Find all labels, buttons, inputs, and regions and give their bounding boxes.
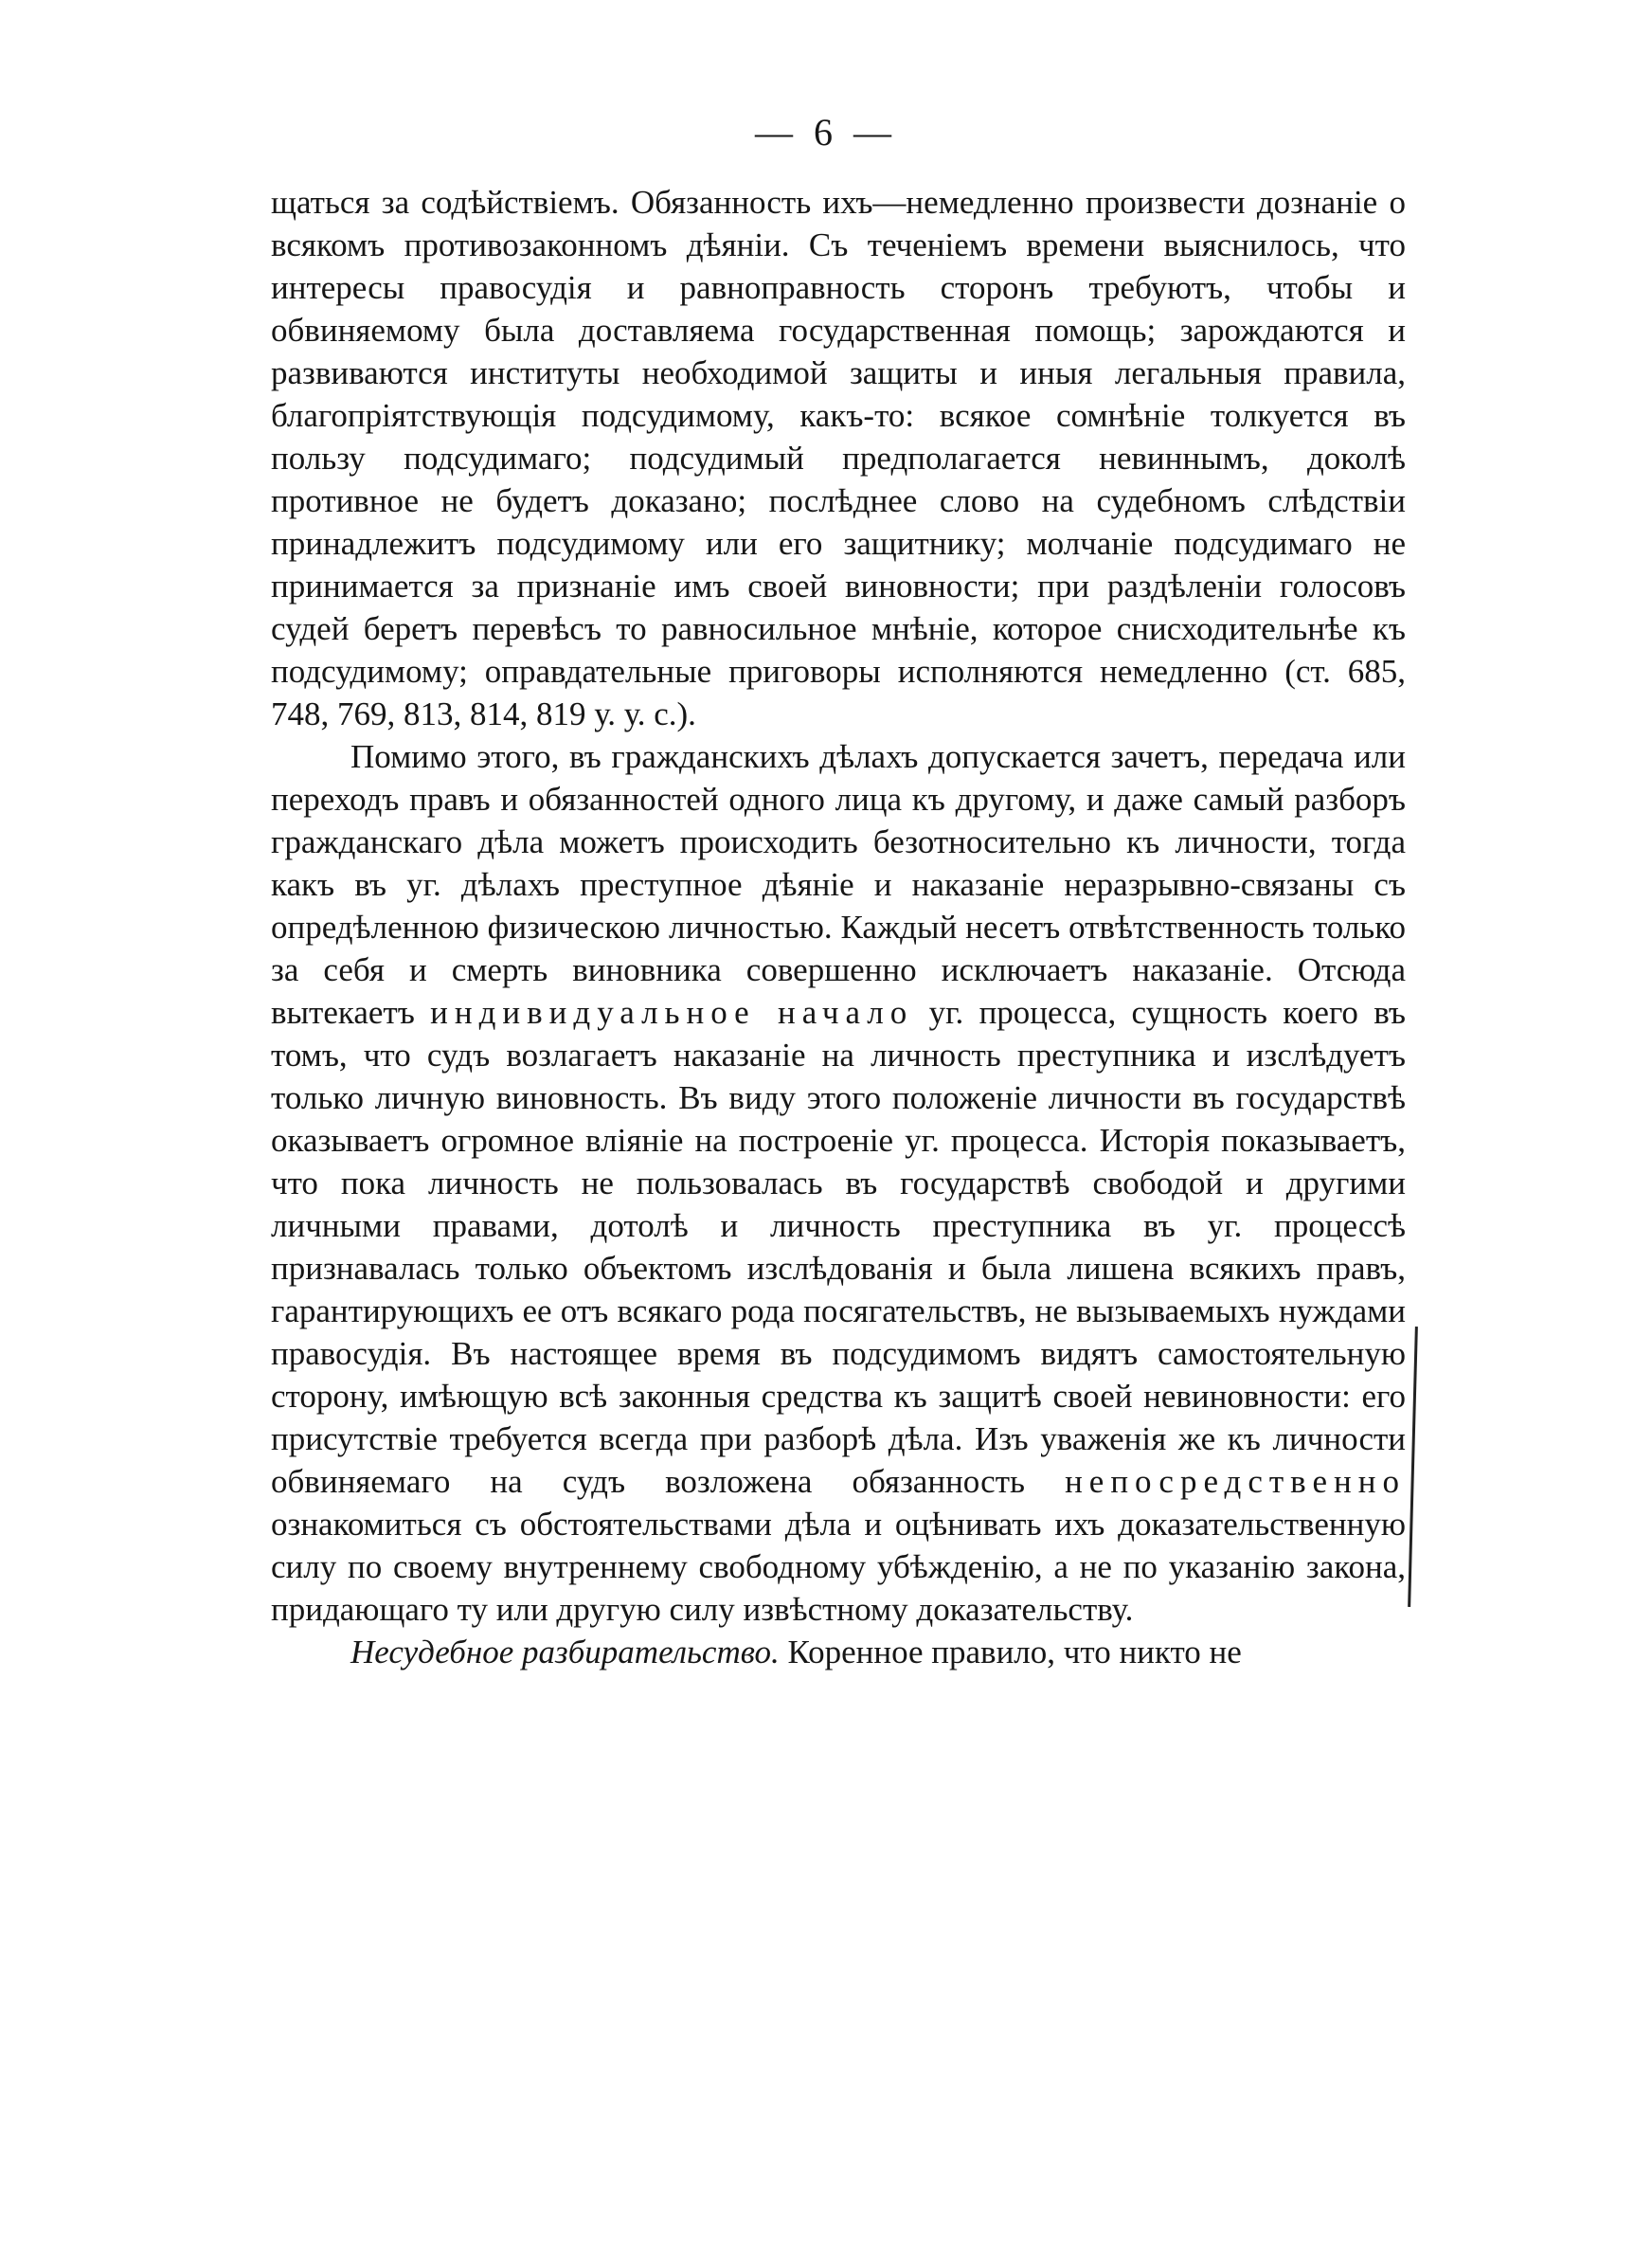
- paragraph-3-text: Коренное правило, что никто не: [787, 1634, 1242, 1670]
- paragraph-2: [271, 735, 1406, 1631]
- paragraph-3: [271, 1631, 1406, 1673]
- paragraph-2-part-1: Помимо этого, въ гражданскихъ дѣлахъ допускается зачетъ, передача или переходъ правъ и обязанностей одного лица къ другому, и даже самый разборъ гражданскаго дѣла можетъ происходить безотносительно къ личности, тогда какъ въ уг. дѣлахъ преступное дѣяніе и наказаніе неразрывно-связаны съ опредѣленною физическою личностью. Каждый несетъ отвѣтственность только за себя и смерть виновника совершенно исключаетъ наказаніе. Отсюда вытекаетъ: [271, 738, 1406, 1031]
- margin-mark: [1408, 1327, 1418, 1607]
- body-text: [271, 181, 1406, 1673]
- section-heading-extrajudicial: Несудебное разбирательство.: [350, 1634, 780, 1670]
- spaced-term-directly: непосредственно: [1065, 1463, 1406, 1500]
- paragraph-2-part-3: ознакомиться съ обстоятельствами дѣла и оцѣнивать ихъ доказательственную силу по своему внутреннему свободному убѣжденію, а не по указанію закона, придающаго ту или другую силу извѣстному доказательству.: [271, 1506, 1406, 1628]
- paragraph-2-part-2: уг. процесса, сущность коего въ томъ, что судъ возлагаетъ наказаніе на личность преступника и изслѣдуетъ только личную виновность. Въ виду этого положеніе личности въ государствѣ оказываетъ огромное вліяніе на построеніе уг. процесса. Исторія показываетъ, что пока личность не пользовалась въ государствѣ свободой и другими личными правами, дотолѣ и личность преступника въ уг. процессѣ признавалась только объектомъ изслѣдованія и была лишена всякихъ правъ, гарантирующихъ ее отъ всякаго рода посягательствъ, не вызываемыхъ нуждами правосудія. Въ настоящее время въ подсудимомъ видятъ самостоятельную сторону, имѣющую всѣ законныя средства къ защитѣ своей невиновности: его присутствіе требуется всегда при разборѣ дѣла. Изъ уваженія же къ личности обвиняемаго на судъ возложена обязанность: [271, 994, 1406, 1500]
- spaced-term-individual-principle: индивидуальное начало: [430, 994, 914, 1031]
- paragraph-1: щаться за содѣйствіемъ. Обязанность ихъ—немедленно произвести дознаніе о всякомъ противозаконномъ дѣяніи. Съ теченіемъ времени выяснилось, что интересы правосудія и равноправность сторонъ требуютъ, чтобы и обвиняемому была доставляема государственная помощь; зарождаются и развиваются институты необходимой защиты и иныя легальныя правила, благопріятствующія подсудимому, какъ-то: всякое сомнѣніе толкуется въ пользу подсудимаго; подсудимый предполагается невиннымъ, доколѣ противное не будетъ доказано; послѣднее слово на судебномъ слѣдствіи принадлежитъ подсудимому или его защитнику; молчаніе подсудимаго не принимается за признаніе имъ своей виновности; при раздѣленіи голосовъ судей беретъ перевѣсъ то равносильное мнѣніе, которое снисходительнѣе къ подсудимому; оправдательные приговоры исполняются немедленно (ст. 685, 748, 769, 813, 814, 819 у. у. с.).: [271, 184, 1406, 732]
- page-number: — 6 —: [755, 111, 897, 153]
